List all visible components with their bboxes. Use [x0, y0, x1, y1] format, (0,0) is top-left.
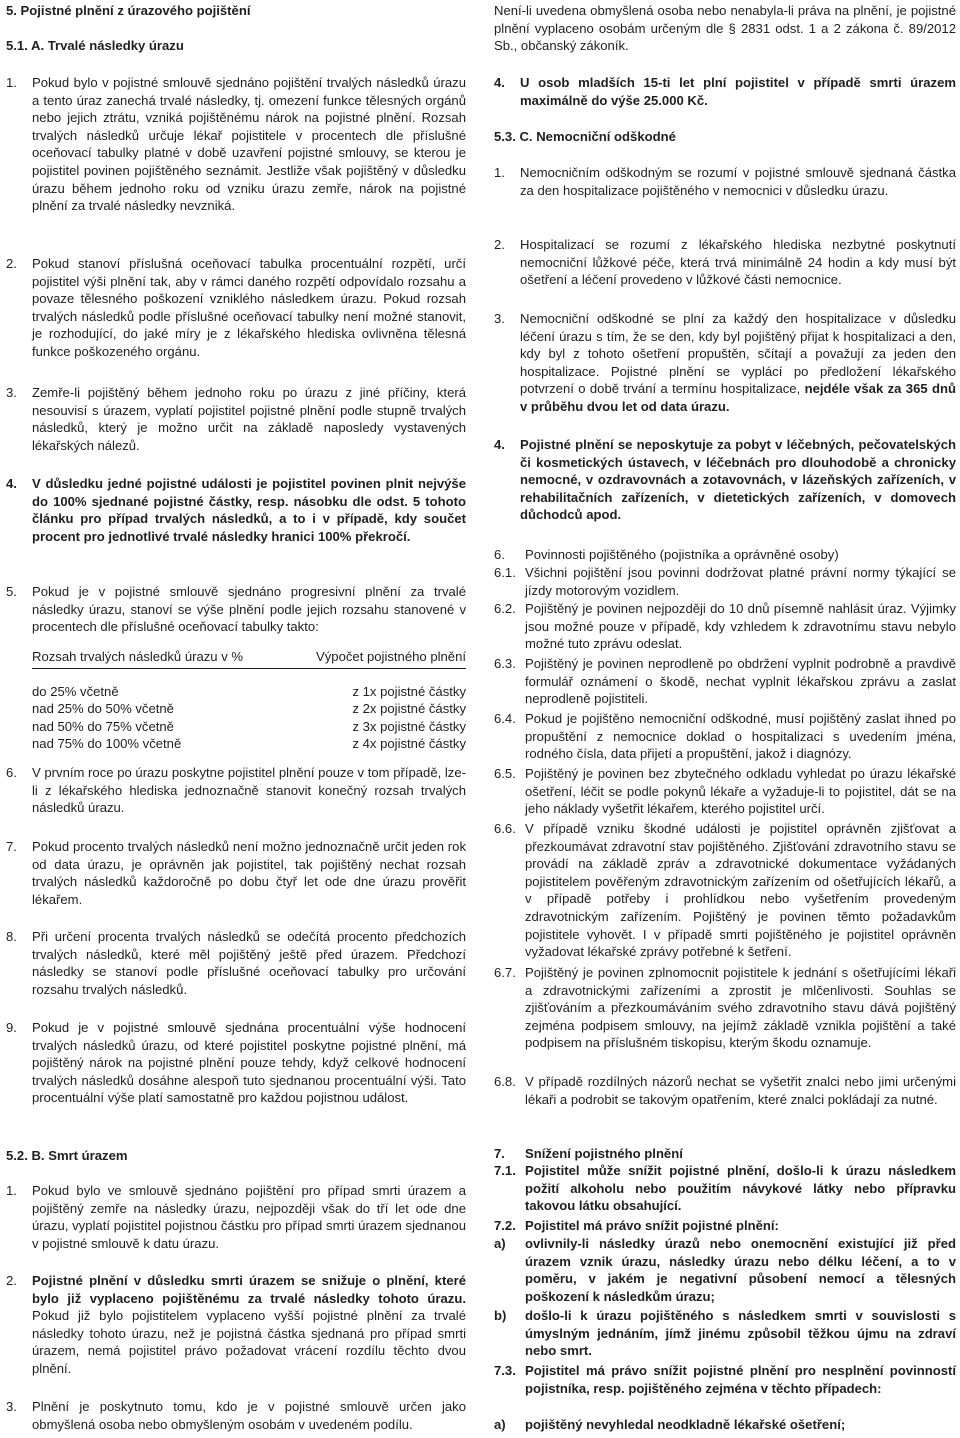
paragraph-6-1	[494, 564, 956, 599]
paragraph-text: Pojištěný je povinen nejpozději do 10 dnů písemně nahlásit úraz. Výjimky jsou možné pouze v případě, kdy vzhledem k zdravotnímu stavu nebylo možné tuto zprávu odeslat.	[525, 601, 956, 652]
calc-cell: z 3x pojistné částky	[352, 718, 466, 734]
paragraph-6-7	[494, 964, 956, 1052]
paragraph-text: Pokud je v pojistné smlouvě sjednáno progresivní plnění za trvalé následky úrazu, stanoví se výše plnění podle jejich rozsahu stanovené v procentech dle příslušné oceňovací tabulky takto:	[32, 584, 466, 635]
paragraph-number: 2.	[494, 237, 505, 252]
paragraph-number: 3.	[6, 1399, 17, 1414]
paragraph-6-3	[494, 655, 956, 708]
paragraph-number: 9.	[6, 1020, 17, 1035]
paragraph-5-1-4	[6, 475, 466, 545]
paragraph-text: V případě rozdílných názorů nechat se vyšetřit znalci nebo jimi určenými lékaři a podrobit se takovým opatřením, které znalci pokládají za nutné.	[525, 1074, 956, 1107]
paragraph-text: Pokud bylo v pojistné smlouvě sjednáno pojištění trvalých následků úrazu a tento úraz zanechá trvalé následky, tj. omezení funkce tělesných orgánů nebo jejich ztrátu, vzniká pojištěnému nárok na pojistné plnění. Rozsah trvalých následků určuje lékař pojistitele v procentech dle příslušné oceňovací tabulky platné v době uzavření pojistné smlouvy, se kterou je pojistitel povinen pojištěného seznámit. Jestliže však pojištěný v důsledku úrazu během jednoho roku od vzniku úrazu zemře, nárok na pojistné plnění za trvalé následky nevzniká.	[32, 75, 466, 214]
paragraph-number: 4.	[494, 75, 505, 90]
paragraph-number: 6.	[6, 765, 17, 780]
paragraph-rest-text: Nemocniční odškodné se plní za každý den hospitalizace v důsledku léčení úrazu s tím, že se den, kdy byl pojištěný přijat k hospitalizaci a den, kdy byl z tohoto ošetření propuštěn, sčítají a považují za jeden den hospitalizace. Pojistné plnění se vyplácí po předložení lékařského potvrzení o době trvání a termínu hospitalizace,	[520, 311, 956, 397]
paragraph-text: Při určení procenta trvalých následků se odečítá procento předchozích trvalých následků, které měl pojištěný ještě před úrazem. Předchozí následky se stanoví podle příslušné oceňovací tabulky pro určování rozsahu trvalých následků.	[32, 929, 466, 997]
paragraph-5-2-2	[6, 1272, 466, 1378]
paragraph-number: a)	[494, 1236, 506, 1251]
paragraph-number: 7.3.	[494, 1363, 516, 1378]
paragraph-text: ovlivnily-li následky úrazů nebo onemocnění existující již před úrazem vznik úrazu, následky úrazu nebo délku léčení, a to v poměru, v jakém je negativní působení nemocí a tělesných poškození k následkům úrazu;	[525, 1236, 956, 1304]
paragraph-number: 3.	[494, 311, 505, 326]
column-header-calculation: Výpočet pojistného plnění	[316, 649, 466, 664]
paragraph-rest-text: Pokud již bylo pojistitelem vyplaceno vyšší pojistné plnění za trvalé následky tohoto úrazu, než je pojistná částka sjednaná pro případ smrti úrazem, nemá pojistitel právo požadovat vrácení rozdílu těchto dvou plnění.	[32, 1308, 466, 1376]
section-heading-5: 5. Pojistné plnění z úrazového pojištění	[6, 3, 251, 18]
paragraph-5-1-2	[6, 255, 466, 361]
paragraph-number: b)	[494, 1308, 507, 1323]
paragraph-number: 4.	[494, 437, 505, 452]
paragraph-6-4	[494, 710, 956, 763]
calc-cell: z 2x pojistné částky	[352, 701, 466, 717]
paragraph-5-1-9	[6, 1019, 466, 1107]
paragraph-number: 7.1.	[494, 1163, 516, 1178]
paragraph-text: došlo-li k úrazu pojištěného s následkem smrti v souvislosti s úmyslným jednáním, jímž jinému způsobil těžkou újmu na zdraví nebo smrt.	[525, 1308, 956, 1359]
paragraph-number: 7.	[494, 1146, 505, 1161]
paragraph-5-2-3	[6, 1398, 466, 1433]
paragraph-5-1-3	[6, 384, 466, 454]
paragraph-5-3-4	[494, 436, 956, 524]
table-row	[32, 683, 466, 701]
paragraph-7-2	[494, 1217, 956, 1235]
paragraph-text: V prvním roce po úrazu poskytne pojistitel plnění pouze v tom případě, lze-li z lékařského hlediska jednoznačně stanovit konečný rozsah trvalých následků úrazu.	[32, 765, 466, 816]
paragraph-number: 6.6.	[494, 821, 516, 836]
paragraph-5-3-1	[494, 164, 956, 199]
paragraph-6	[494, 546, 956, 564]
paragraph-number: 6.5.	[494, 766, 516, 781]
section-heading-5-1: 5.1. A. Trvalé následky úrazu	[6, 38, 184, 53]
paragraph-5-1-1	[6, 74, 466, 215]
paragraph-5-3-2	[494, 236, 956, 289]
paragraph-number: 6.4.	[494, 711, 516, 726]
paragraph-number: 6.3.	[494, 656, 516, 671]
paragraph-text: Plnění je poskytnuto tomu, kdo je v pojistné smlouvě určen jako obmyšlená osoba nebo obmyšleným osobám v uvedeném podílu.	[32, 1399, 466, 1432]
paragraph-number: 2.	[6, 1273, 17, 1288]
paragraph-number: 6.1.	[494, 565, 516, 580]
paragraph-7-3-a	[494, 1416, 956, 1434]
paragraph-5-1-7	[6, 838, 466, 908]
paragraph-text: Pokud stanoví příslušná oceňovací tabulka procentuální rozpětí, určí pojistitel výši plnění tak, aby v rámci daného rozpětí odpovídalo rozsahu a povaze tělesného poškození vzniklého následkem úrazu. Pokud rozsah trvalých následků podle příslušné oceňovací tabulky není možné stanovit, je rozhodující, do jaké míry je z lékařského hlediska ovlivněna tělesná funkce poškozeného orgánu.	[32, 256, 466, 359]
paragraph-number: 1.	[494, 165, 505, 180]
paragraph-number: 5.	[6, 584, 17, 599]
paragraph-text: Hospitalizací se rozumí z lékařského hlediska nezbytné poskytnutí nemocniční lůžkové péče, která trvá minimálně 24 hodin a kdy musí být ošetření a léčení provedeno v lůžkové části nemocnice.	[520, 237, 956, 288]
paragraph-7-2-b	[494, 1307, 956, 1360]
paragraph-number: 6.	[494, 547, 505, 562]
beneficiary-note: Není-li uvedena obmyšlená osoba nebo nenabyla-li práva na plnění, je pojistné plnění vyplaceno osobám určeným dle § 2831 odst. 1 a 2 zákona č. 89/2012 Sb., občanský zákoník.	[494, 3, 956, 54]
paragraph-text: Pojistitel má právo snížit pojistné plnění pro nesplnění povinností pojistníka, resp. pojištěného zejména v těchto případech:	[525, 1363, 956, 1396]
range-cell: do 25% včetně	[32, 683, 119, 699]
paragraph-bold-text: nejdéle však za 365 dnů v průběhu dvou let od data úrazu.	[520, 381, 956, 414]
progressive-scale-table	[32, 648, 466, 753]
paragraph-text: Pojištěný je povinen neprodleně po obdržení vyplnit podrobně a pravdivě formulář oznámení o škodě, nechat vyplnit lékařskou zprávu a zaslat neprodleně pojistiteli.	[525, 656, 956, 707]
calc-cell: z 4x pojistné částky	[352, 736, 466, 752]
paragraph-text: U osob mladších 15-ti let plní pojistitel v případě smrti úrazem maximálně do výše 25.000 Kč.	[520, 75, 956, 108]
paragraph-text	[520, 310, 956, 416]
paragraph-5-2-1	[6, 1182, 466, 1252]
section-heading-5-2: 5.2. B. Smrt úrazem	[6, 1148, 128, 1163]
paragraph-text: Nemocničním odškodným se rozumí v pojistné smlouvě sjednaná částka za den hospitalizace pojištěného v nemocnici v důsledku úrazu.	[520, 165, 956, 198]
paragraph-number: 6.2.	[494, 601, 516, 616]
paragraph-7-2-a	[494, 1235, 956, 1305]
range-cell: nad 75% do 100% včetně	[32, 736, 182, 752]
table-header	[32, 648, 466, 669]
section-heading-5-3: 5.3. C. Nemocniční odškodné	[494, 129, 676, 144]
paragraph-6-5	[494, 765, 956, 818]
paragraph-6-8	[494, 1073, 956, 1108]
table-row	[32, 735, 466, 753]
paragraph-text: Snížení pojistného plnění	[525, 1146, 683, 1161]
paragraph-text: V případě vzniku škodné události je pojistitel oprávněn zjišťovat a přezkoumávat zdravotní stav pojištěného. Zjišťování zdravotního stavu se provádí na základě zpráv a zdravotnické dokumentace vyžádaných pojistitelem pověřeným zdravotnickým zařízením od ošetřujících lékařů, a v případě potřeby i prohlídkou nebo vyšetřením provedeným zdravotnickým zařízením. Pojištěný je povinen těmto požadavkům pojistitele vyhovět. I v případě smrti pojištěného je pojistitel oprávněn vyžadovat lékařské zprávy potřebné k šetření.	[525, 821, 956, 960]
paragraph-text: Pokud bylo ve smlouvě sjednáno pojištění pro případ smrti úrazem a pojištěný zemře na následky úrazu, nejpozději však do tří let ode dne úrazu, vyplatí pojistitel pojistnou částku pro případ smrti úrazem sjednanou v pojistné smlouvě k datu úrazu.	[32, 1183, 466, 1251]
paragraph-text: Všichni pojištění jsou povinni dodržovat platné právní normy týkající se jízdy motorovým vozidlem.	[525, 565, 956, 598]
paragraph-text: Pojistitel může snížit pojistné plnění, došlo-li k úrazu následkem požití alkoholu nebo použitím návykové látky nebo přípravku takovou látku obsahující.	[525, 1163, 956, 1214]
paragraph-number: 4.	[6, 476, 17, 491]
paragraph-text	[32, 1272, 466, 1378]
paragraph-number: 8.	[6, 929, 17, 944]
range-cell: nad 50% do 75% včetně	[32, 718, 174, 734]
range-cell: nad 25% do 50% včetně	[32, 701, 174, 717]
paragraph-number: a)	[494, 1417, 506, 1432]
paragraph-bold-text: Pojistné plnění v důsledku smrti úrazem se snižuje o plnění, které bylo již vyplaceno pojištěnému za trvalé následky tohoto úrazu.	[32, 1273, 466, 1306]
paragraph-number: 1.	[6, 1183, 17, 1198]
paragraph-5-1-8	[6, 928, 466, 998]
paragraph-text: Pokud je v pojistné smlouvě sjednána procentuální výše hodnocení trvalých následků úrazu, od které pojistitel poskytne pojistné plnění, má pojištěný nárok na pojistné plnění pouze tehdy, když celkové hodnocení trvalých následků dosáhne alespoň tuto sjednanou procentuální výši. Tato procentuální výše platí samostatně pro každou pojistnou událost.	[32, 1020, 466, 1106]
paragraph-number: 2.	[6, 256, 17, 271]
paragraph-number: 7.2.	[494, 1218, 516, 1233]
column-header-range: Rozsah trvalých následků úrazu v %	[32, 649, 244, 664]
paragraph-number: 6.7.	[494, 965, 516, 980]
paragraph-5-1-5	[6, 583, 466, 636]
paragraph-text: Pojištěný je povinen bez zbytečného odkladu vyhledat po úrazu lékařské ošetření, léčit se podle pokynů lékaře a vyžaduje-li to pojistitel, dát se na jeho náklady vyšetřit lékařem, kterého pojistitel určí.	[525, 766, 956, 817]
paragraph-number: 7.	[6, 839, 17, 854]
paragraph-text: Pojistné plnění se neposkytuje za pobyt v léčebných, pečovatelských či kosmetických ústavech, v léčebnách pro dlouhodobě a chronicky nemocné, v ozdravovnách a zotavovnách, v lázeňských zařízeních, v rehabilitačních zařízeních, v dietetických zařízeních, v domovech důchodců apod.	[520, 437, 956, 523]
paragraph-text: V důsledku jedné pojistné události je pojistitel povinen plnit nejvýše do 100% sjednané pojistné částky, resp. násobku dle odst. 5 tohoto článku pro případ trvalých následků, a to i v případě, kdy součet procent pro jednotlivé trvalé následky hranici 100% překročí.	[32, 476, 466, 544]
paragraph-number: 6.8.	[494, 1074, 516, 1089]
paragraph-5-3-3	[494, 310, 956, 416]
paragraph-text: pojištěný nevyhledal neodkladně lékařské ošetření;	[525, 1417, 846, 1432]
paragraph-text: Pojistitel má právo snížit pojistné plnění:	[525, 1218, 779, 1233]
paragraph-7	[494, 1145, 956, 1163]
paragraph-6-6	[494, 820, 956, 961]
paragraph-text: Povinnosti pojištěného (pojistníka a oprávněné osoby)	[525, 547, 839, 562]
paragraph-number: 1.	[6, 75, 17, 90]
paragraph-number: 3.	[6, 385, 17, 400]
table-row	[32, 700, 466, 718]
paragraph-text: Pokud procento trvalých následků není možno jednoznačně určit jeden rok od data úrazu, je oprávněn jak pojistitel, tak pojištěný nechat rozsah trvalých následků každoročně po dobu čtyř let ode dne úrazu prověřit lékařem.	[32, 839, 466, 907]
calc-cell: z 1x pojistné částky	[352, 683, 466, 699]
table-row	[32, 718, 466, 736]
paragraph-text: Pokud je pojištěno nemocniční odškodné, musí pojištěný zaslat ihned po propuštění z nemocnice doklad o hospitalizaci s uvedením jména, rodného čísla, data přijetí a propuštění, jakož i diagnózy.	[525, 711, 956, 762]
paragraph-text: Pojištěný je povinen zplnomocnit pojistitele k jednání s ošetřujícími lékaři a zdravotnickými zařízeními a zprostit je mlčenlivosti. Souhlas se zjišťováním a přezkoumáváním svého zdravotního stavu dává pojištěný zejména podpisem smlouvy, na jejímž základě vznikla pojištění a také podpisem na příslušném tiskopisu, kterým škodu oznamuje.	[525, 965, 956, 1051]
paragraph-7-3	[494, 1362, 956, 1397]
paragraph-text: Zemře-li pojištěný během jednoho roku po úrazu z jiné příčiny, která nesouvisí s úrazem, vyplatí pojistitel pojistné plnění podle stupně trvalých následků, který je možno určit na základě naposledy vystavených lékařských nálezů.	[32, 385, 466, 453]
paragraph-5-1-6	[6, 764, 466, 817]
paragraph-6-2	[494, 600, 956, 653]
paragraph-5-2-4	[494, 74, 956, 109]
paragraph-7-1	[494, 1162, 956, 1215]
